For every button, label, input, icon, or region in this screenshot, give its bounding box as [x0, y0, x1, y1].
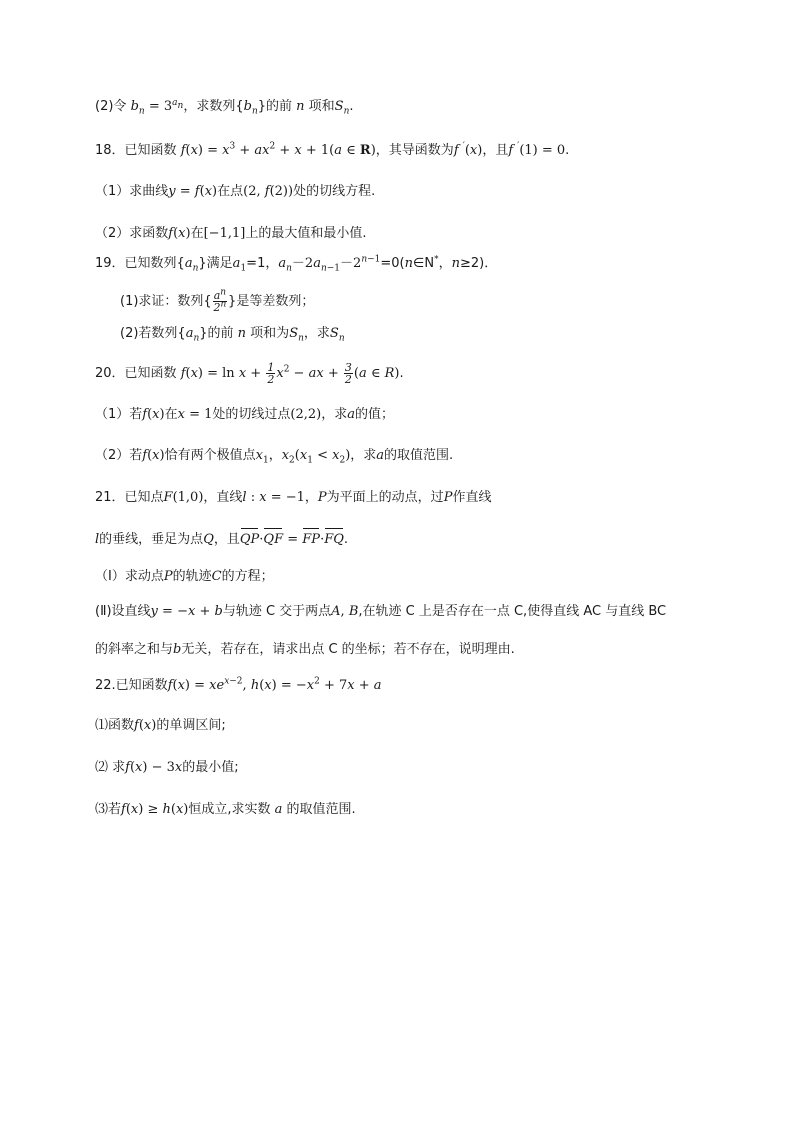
math-q22-defs: $f(x) = xe^{x-2}$, $h(x) = -x^2 + 7x + a$: [167, 676, 382, 693]
math-vector-dot-product: QP·QF = FP·FQ: [240, 532, 344, 547]
q18-stem: 18．已知函数 $f(x) = x^3 + ax^2 + x + 1(a$ ∈ R)，其导函数为f ′(x)，且f ′(1) = 0.: [95, 141, 570, 158]
q17-part2: (2)令 $b_n = 3^{a_n}$，求数列$\{b_n\}$的前 n 项和$S_n$.: [95, 97, 354, 117]
q21-line2: l的垂线，垂足为点Q，且QP·QF = FP·FQ.: [95, 530, 734, 550]
q19-part2: (2)若数列$\{a_n\}$的前 n 项和为$S_n$，求$S_n$: [120, 326, 345, 344]
q18-part2: （2）求函数f(x)在[−1,1]上的最大值和最小值.: [95, 226, 367, 241]
math-bn-def: $b_n = 3^{a_n}$: [130, 97, 184, 117]
q21-part2-cont: 的斜率之和与b无关，若存在，请求出点 C 的坐标；若不存在，说明理由.: [95, 642, 515, 657]
q19-stem: 19．已知数列$\{a_n\}$满足$a_1=1$，$a_n-2a_{n-1}-2^{n-1}=0(n\in N^*$，n≥2)．: [95, 254, 498, 274]
q20-stem: 20．已知函数 f(x) = ln x + $\frac{1}{2}$ $x^2$ − ax + $\frac{3}{2}$ (a ∈ R).: [95, 361, 404, 386]
q19-part1: (1)求证：数列{ $\frac{a^n}{2^n}$ }是等差数列；: [120, 287, 315, 314]
q20-part2: （2）若f(x)恰有两个极值点$x_1$，$x_2(x_1 < x_2)$，求a的取值范围.: [95, 448, 454, 466]
q22-part2: ⑵ 求f(x) − 3x的最小值;: [95, 760, 239, 775]
math-q20-f: f(x) = ln x + $\frac{1}{2}$ $x^2$ − ax + $\frac{3}{2}$ (a ∈ R): [180, 361, 400, 386]
q18-part1: （1）求曲线y = f(x)在点(2, f(2))处的切线方程.: [95, 184, 376, 199]
q20-part1: （1）若f(x)在x = 1处的切线过点(2,2)，求a的值；: [95, 407, 395, 422]
q22-stem: 22.已知函数$f(x) = xe^{x-2}$, $h(x) = -x^2 + 7x + a$: [95, 676, 382, 693]
q21-part2: (Ⅱ)设直线y = −x + b与轨迹 C 交于两点A, B,在轨迹 C 上是否存在一点 C,使得直线 AC 与直线 BC: [95, 604, 667, 619]
q21-line1: 21．已知点F(1,0)，直线l : x = −1，P为平面上的动点，过P作直线: [95, 490, 492, 505]
fraction-an-over-2n: $\frac{a^n}{2^n}$: [213, 287, 227, 314]
q22-part3: ⑶若f(x) ≥ h(x)恒成立,求实数 a 的取值范围.: [95, 802, 356, 817]
math-q18-f: $f(x) = x^3 + ax^2 + x + 1(a$ ∈ R): [180, 141, 376, 158]
q21-part1: （Ⅰ）求动点P的轨迹C的方程；: [95, 569, 274, 584]
q22-part1: ⑴函数f(x)的单调区间;: [95, 718, 226, 733]
